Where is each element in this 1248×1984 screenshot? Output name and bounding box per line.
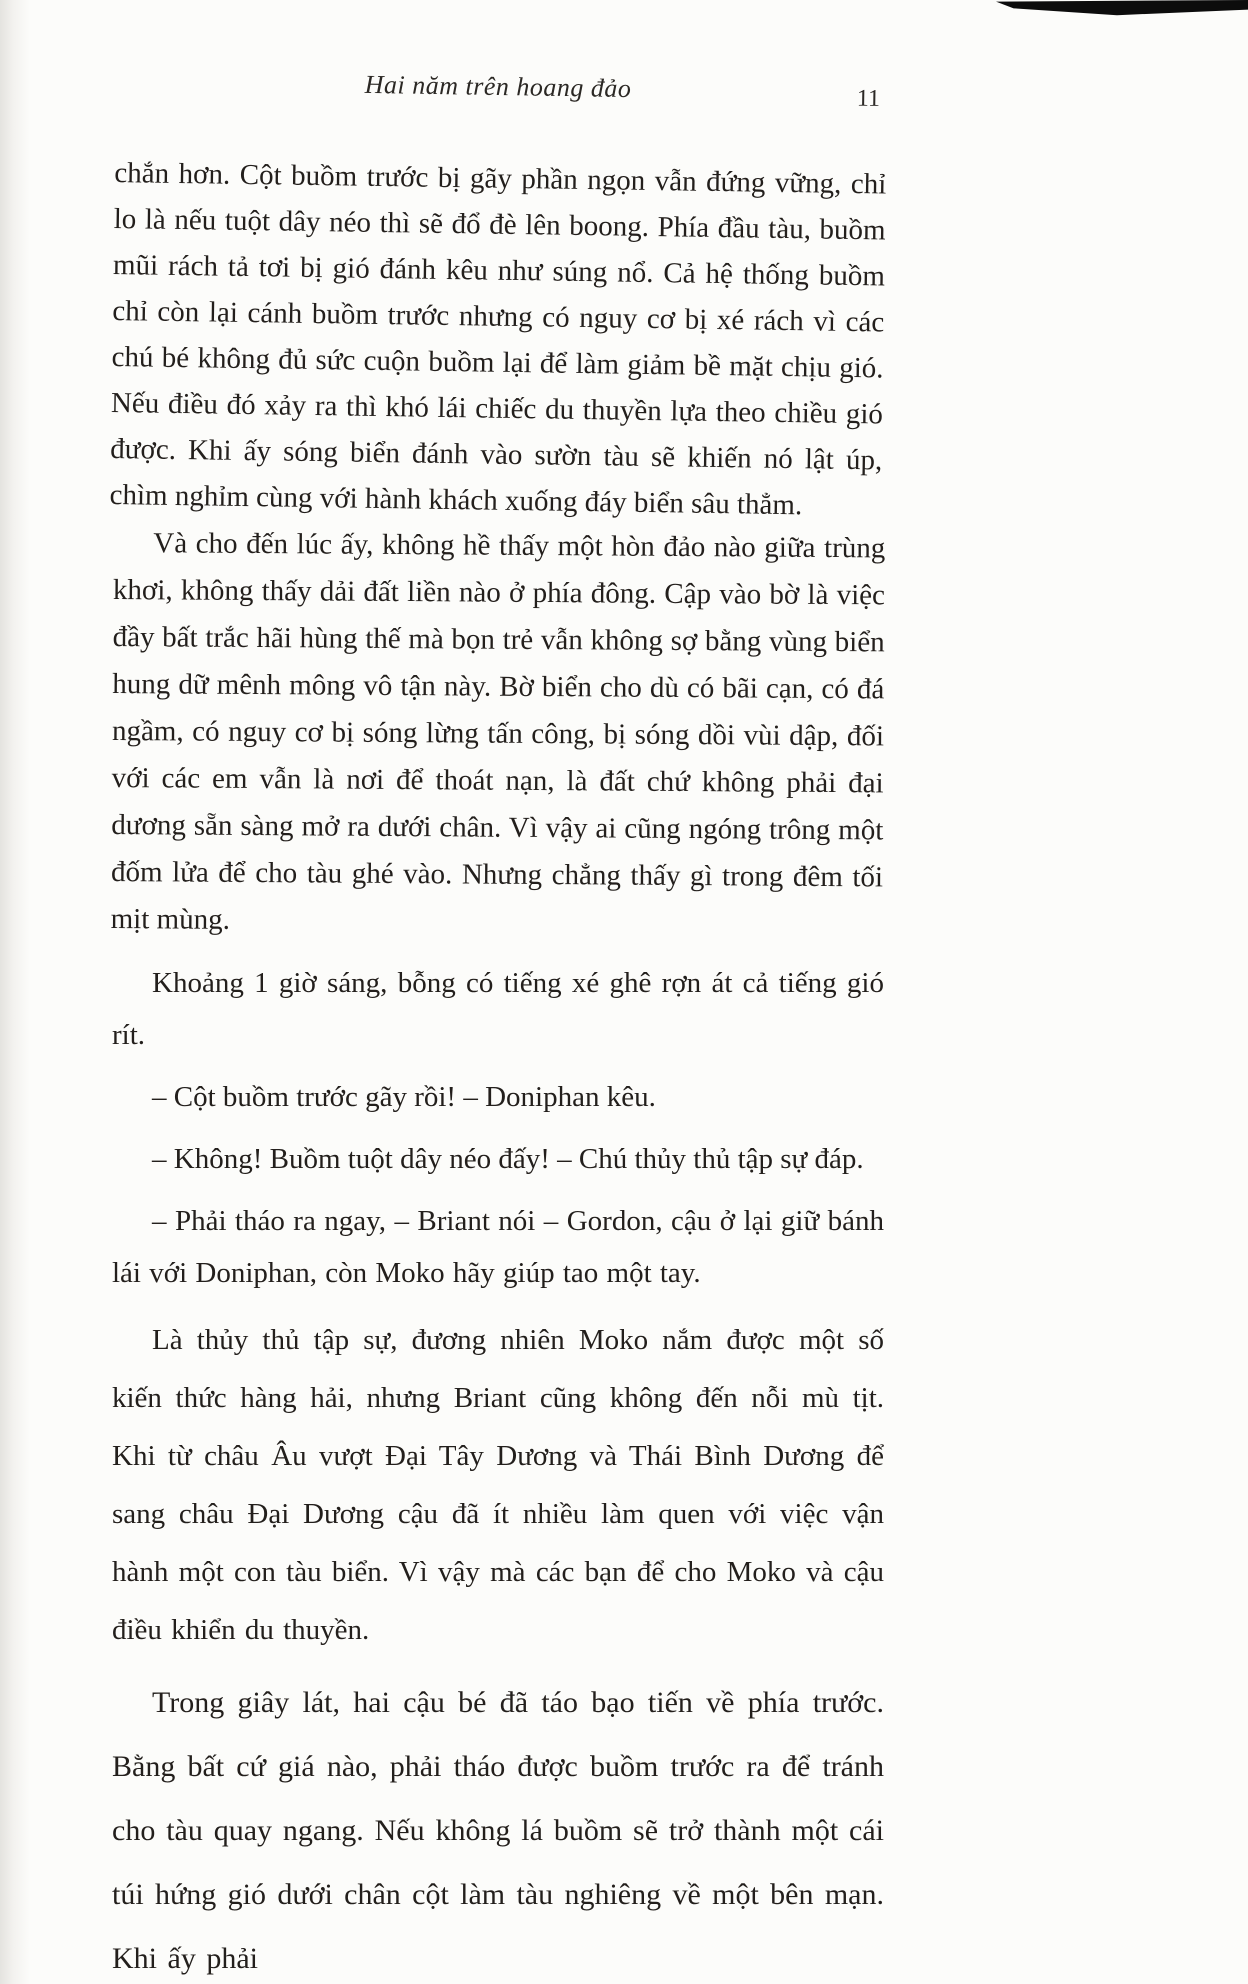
paragraph: Khoảng 1 giờ sáng, bỗng có tiếng xé ghê rợn át cả tiếng gió rít. [112, 967, 884, 1051]
paragraph-dialogue: – Phải tháo ra ngay, – Briant nói – Gordon, cậu ở lại giữ bánh lái với Doniphan, còn Moko hãy giúp tao một tay. [112, 1205, 884, 1289]
running-header [112, 52, 885, 130]
scan-artifact-top-right [996, 0, 1248, 16]
paragraph-dialogue: – Không! Buồm tuột dây néo đấy! – Chú thủy thủ tập sự đáp. [152, 1143, 864, 1175]
page-edge-shadow [0, 0, 30, 1984]
page-content [109, 58, 887, 1984]
page-number: 11 [856, 85, 881, 112]
body-text [109, 150, 887, 1984]
paragraph: chắn hơn. Cột buồm trước bị gãy phần ngọn vẫn đứng vững, chỉ lo là nếu tuột dây néo thì sẽ đổ đè lên boong. Phía đầu tàu, buồm mũi rách tả tơi bị gió đánh kêu như súng nổ. Cả hệ thống buồm chỉ còn lại cánh buồm trước nhưng có nguy cơ bị xé rách vì các chú bé không đủ sức cuộn buồm lại để làm giảm bề mặt chịu gió. Nếu điều đó xảy ra thì khó lái chiếc du thuyền lựa theo chiều gió được. Khi ấy sóng biển đánh vào sườn tàu sẽ khiến nó lật úp, chìm nghỉm cùng với hành khách xuống đáy biển sâu thẳm. [109, 157, 887, 522]
paragraph: Là thủy thủ tập sự, đương nhiên Moko nắm được một số kiến thức hàng hải, nhưng Briant cũng không đến nỗi mù tịt. Khi từ châu Âu vượt Đại Tây Dương và Thái Bình Dương để sang châu Đại Dương cậu đã ít nhiều làm quen với việc vận hành một con tàu biển. Vì vậy mà các bạn để cho Moko và cậu điều khiển du thuyền. [112, 1324, 884, 1646]
paragraph: Và cho đến lúc ấy, không hề thấy một hòn đảo nào giữa trùng khơi, không thấy dải đất liền nào ở phía đông. Cập vào bờ là việc đầy bất trắc hãi hùng thế mà bọn trẻ vẫn không sợ bằng vùng biển hung dữ mênh mông vô tận này. Bờ biển cho dù có bãi cạn, có đá ngầm, có nguy cơ bị sóng lừng tấn công, bị sóng dồi vùi dập, đối với các em vẫn là nơi để thoát nạn, là đất chứ không phải đại dương sẵn sàng mở ra dưới chân. Vì vậy ai cũng ngóng trông một đốm lửa để cho tàu ghé vào. Nhưng chẳng thấy gì trong đêm tối mịt mùng. [110, 527, 886, 936]
paragraph: Trong giây lát, hai cậu bé đã táo bạo tiến về phía trước. Bằng bất cứ giá nào, phải tháo được buồm trước ra để tránh cho tàu quay ngang. Nếu không lá buồm sẽ trở thành một cái túi hứng gió dưới chân cột làm tàu nghiêng về một bên mạn. Khi ấy phải [112, 1686, 884, 1975]
running-title: Hai năm trên hoang đảo [364, 69, 632, 104]
paragraph-dialogue: – Cột buồm trước gãy rồi! – Doniphan kêu. [152, 1081, 656, 1113]
